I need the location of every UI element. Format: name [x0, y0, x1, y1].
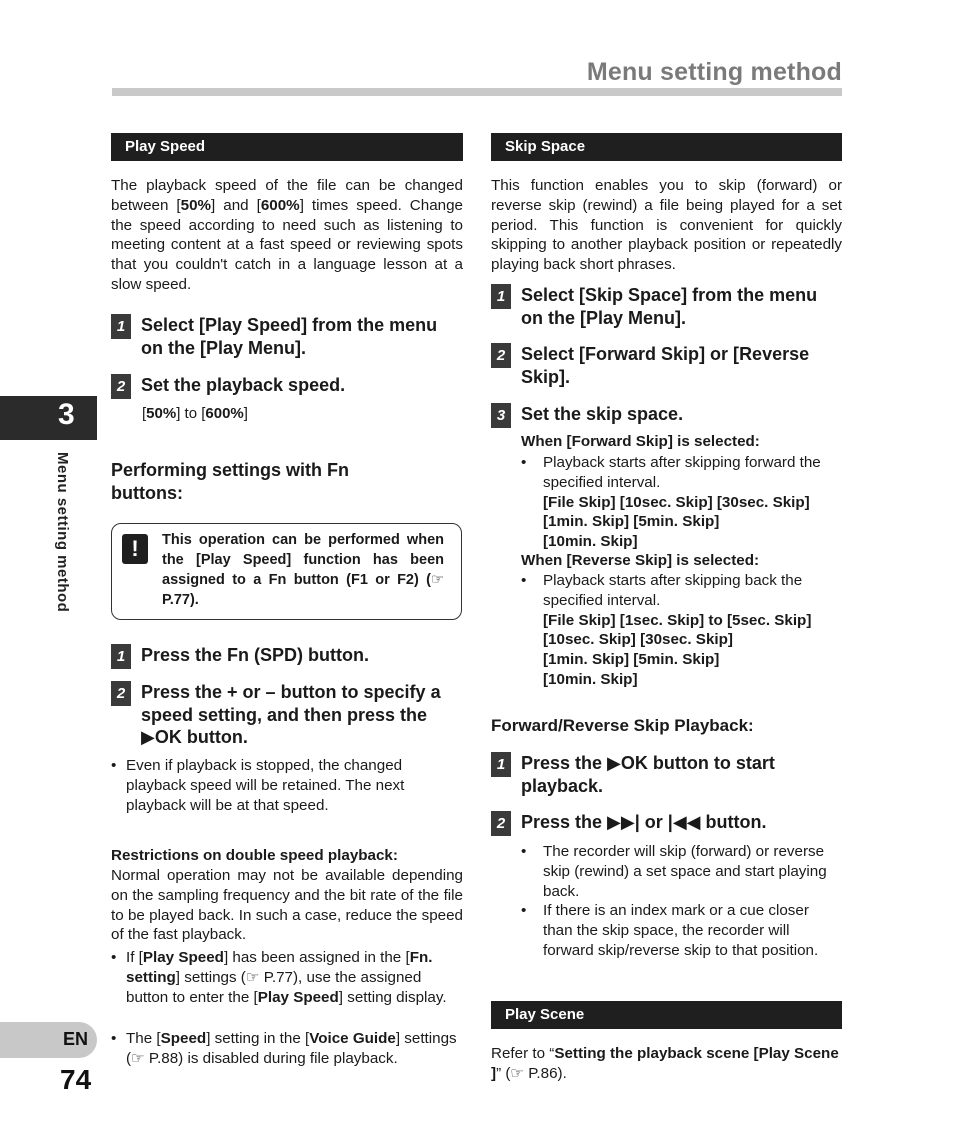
step-number: 1 [111, 644, 131, 669]
step-number: 1 [491, 284, 511, 309]
step-number: 2 [111, 374, 131, 399]
forward-skip-heading: When [Forward Skip] is selected: [521, 433, 760, 450]
chapter-number: 3 [58, 398, 75, 431]
forward-skip-options-2: [1min. Skip] [5min. Skip] [543, 513, 720, 531]
section-bar-play-speed: Play Speed [111, 133, 463, 161]
section-bar-play-scene: Play Scene [491, 1001, 842, 1029]
skip-space-step-1 [491, 284, 842, 329]
section-bar-skip-space: Skip Space [491, 133, 842, 161]
step-text: Select [Play Speed] from the menu on the [Play Menu]. [141, 315, 438, 358]
skip-space-step-2 [491, 343, 842, 388]
note-box [111, 523, 462, 620]
forward-skip-options-1: [File Skip] [10sec. Skip] [30sec. Skip] [543, 493, 810, 511]
step-text: Select [Forward Skip] or [Reverse Skip]. [521, 344, 810, 387]
language-label: EN [63, 1029, 89, 1049]
restrictions-heading: Restrictions on double speed playback: [111, 847, 398, 864]
step-text: Set the playback speed. [141, 375, 346, 395]
step-number: 1 [491, 752, 511, 777]
ok-label: OK [154, 727, 182, 747]
next-skip-icon: ▶▶| [607, 812, 640, 832]
fn-step-1 [111, 644, 463, 669]
header-rule [112, 88, 842, 96]
warning-icon: ! [122, 534, 148, 564]
play-speed-bullet: • Even if playback is stopped, the changed playback speed will be retained. The next playback will be at that speed. [111, 757, 405, 814]
play-speed-step-1 [111, 314, 463, 359]
ok-label: OK [620, 753, 648, 773]
step-number: 2 [491, 811, 511, 836]
step-number: 2 [111, 681, 131, 706]
play-speed-step-2 [111, 374, 463, 399]
note-text: This operation can be performed when the [Play Speed] function has been assigned to a Fn button (F1 or F2) (☞ P.77). [162, 532, 444, 608]
play-icon: ▶ [607, 753, 621, 773]
prev-skip-icon: |◀◀ [667, 812, 701, 832]
step-number: 1 [111, 314, 131, 339]
step-number: 3 [491, 403, 511, 428]
skip-space-step-3 [491, 403, 842, 428]
page-header-title: Menu setting method [586, 58, 842, 86]
reverse-skip-heading: When [Reverse Skip] is selected: [521, 552, 760, 569]
restrictions-bullet-2: • The [Speed] setting in the [Voice Guide] settings (☞ P.88) is disabled during file playback. [111, 1030, 457, 1067]
skip-play-step-1 [491, 752, 842, 797]
forward-skip-bullet: • Playback starts after skipping forward the specified interval. [File Skip] [10sec. Skip] [30sec. Skip] [1min. Skip] [5min. Skip] [10min. Skip] [521, 453, 842, 552]
reverse-skip-options-1: [File Skip] [1sec. Skip] to [5sec. Skip] [543, 611, 812, 629]
reverse-skip-options-4: [10min. Skip] [543, 670, 638, 688]
step-text: Select [Skip Space] from the menu on the [Play Menu]. [521, 285, 818, 328]
forward-skip-options-3: [10min. Skip] [543, 533, 638, 551]
step-text: Press the ▶OK button to start playback. [521, 753, 775, 796]
page-number: 74 [60, 1064, 92, 1095]
play-scene-text: Refer to “Setting the playback scene [Play Scene ]” (☞ P.86). [491, 1045, 839, 1082]
restrictions-bullet-1: • If [Play Speed] has been assigned in the [Fn. setting] settings (☞ P.77), use the assigned button to enter the [Play Speed] setting display. [111, 949, 447, 1006]
chapter-tab [0, 396, 97, 440]
step-text: Press the ▶▶| or |◀◀ button. [521, 812, 767, 832]
step-number: 2 [491, 343, 511, 368]
forward-reverse-heading: Forward/Reverse Skip Playback: [491, 716, 754, 735]
step-text: Set the skip space. [521, 404, 684, 424]
fn-buttons-heading: Performing settings with Fn buttons: [111, 460, 350, 503]
skip-space-intro: This function enables you to skip (forward) or reverse skip (rewind) a file being played for a set period. This function is convenient for quickly skipping to another playback position or repeatedly playing back short phrases. [491, 177, 842, 274]
play-speed-range: [50%] to [600%] [142, 405, 248, 422]
skip-play-bullet-1: • The recorder will skip (forward) or reverse skip (rewind) a set space and start playing back. [521, 843, 827, 900]
step-text: Press the Fn (SPD) button. [141, 645, 370, 665]
play-speed-intro: The playback speed of the file can be changed between [50%] and [600%] times speed. Change the speed according to need such as listening to meeting content at a fast speed or reviewing spots that you couldn't catch in a language lesson at a slow speed. [111, 177, 463, 293]
skip-play-step-2 [491, 811, 842, 836]
reverse-skip-bullet: • Playback starts after skipping back the specified interval. [File Skip] [1sec. Skip] to [5sec. Skip] [10sec. Skip] [30sec. Skip] [1min. Skip] [5min. Skip] [10min. Skip] [521, 571, 842, 690]
skip-play-bullet-2: • If there is an index mark or a cue closer than the skip space, the recorder will forward skip/reverse skip to that position. [521, 902, 819, 959]
reverse-skip-options-3: [1min. Skip] [5min. Skip] [543, 651, 720, 669]
play-icon: ▶ [141, 727, 155, 747]
fn-step-2 [111, 681, 463, 749]
reverse-skip-options-2: [10sec. Skip] [30sec. Skip] [543, 631, 733, 649]
step-text: Press the + or – button to specify a speed setting, and then press the ▶OK button. [141, 682, 441, 747]
restrictions-text: Normal operation may not be available depending on the sampling frequency and the bit rate of the file to be played back. In such a case, reduce the speed of the fast playback. [111, 867, 463, 944]
chapter-label: Menu setting method [54, 452, 71, 613]
